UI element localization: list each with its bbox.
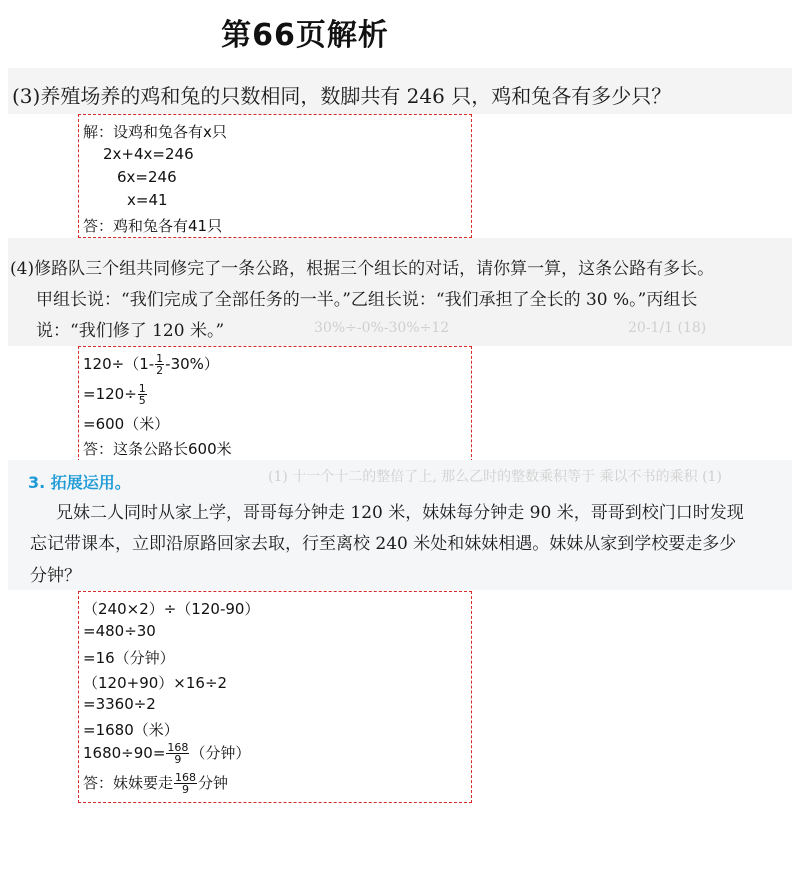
bleed-through-text: (1) 十一个十二的整倍了上, 那么乙时的整数乘积等于 乘以不书的乘积 (1) xyxy=(268,469,722,485)
answer-line: 答：妹妹要走 $\frac{168}{9}$ 分钟 xyxy=(83,771,229,796)
answer-line: 答：鸡和兔各有41只 xyxy=(83,217,223,235)
bleed-through-text: 30%÷-0%-30%÷12 xyxy=(314,320,450,336)
answer-line: =600（米） xyxy=(83,415,170,433)
section-3-text-line2: 忘记带课本，立即沿原路回家去取，行至离校 240 米处和妹妹相遇。妹妹从家到学校要走多少 xyxy=(30,534,737,554)
answer-line: （120+90）×16÷2 xyxy=(83,674,228,692)
fraction: $\frac{1}{2}$ xyxy=(156,352,164,377)
fraction: $\frac{168}{9}$ xyxy=(167,741,189,766)
answer-line: =1680（米） xyxy=(83,721,179,739)
question-4-text-line3: 说：“我们修了 120 米。” xyxy=(36,321,225,341)
section-3-text-line3: 分钟？ xyxy=(30,566,81,586)
question-4-scan xyxy=(8,238,792,346)
section-3-heading: 3. 拓展运用。 xyxy=(28,473,131,492)
bleed-through-text: 20-1/1 (18) xyxy=(628,320,707,336)
answer-line: 1680÷90= $\frac{168}{9}$ （分钟） xyxy=(83,741,251,766)
section-3-scan xyxy=(8,460,792,590)
answer-line: （240×2）÷（120-90） xyxy=(83,600,260,618)
fraction: $\frac{168}{9}$ xyxy=(175,771,197,796)
question-4-text-line2: 甲组长说：“我们完成了全部任务的一半。”乙组长说：“我们承担了全长的 30 %。”丙组长 xyxy=(36,290,698,310)
question-3-scan xyxy=(8,68,792,114)
question-3-text: (3)养殖场养的鸡和兔的只数相同，数脚共有 246 只，鸡和兔各有多少只？ xyxy=(12,84,672,108)
fraction: $\frac{1}{5}$ xyxy=(138,382,146,407)
answer-line: 6x=246 xyxy=(117,168,177,186)
answer-line: x=41 xyxy=(127,191,168,209)
question-3-answer-box xyxy=(78,114,472,238)
question-4-text-line1: (4)修路队三个组共同修完了一条公路，根据三个组长的对话，请你算一算，这条公路有多长。 xyxy=(10,259,715,279)
answer-line: 解：设鸡和兔各有x只 xyxy=(83,123,227,141)
answer-line: 120÷（1- $\frac{1}{2}$ -30%） xyxy=(83,352,219,377)
page-title: 第66页解析 xyxy=(221,18,389,53)
section-3-answer-box xyxy=(78,591,472,803)
answer-line: =16（分钟） xyxy=(83,649,175,667)
section-3-text-line1: 兄妹二人同时从家上学，哥哥每分钟走 120 米，妹妹每分钟走 90 米，哥哥到校门口时发现 xyxy=(56,503,744,523)
answer-line: 答：这条公路长600米 xyxy=(83,440,232,458)
answer-line: 2x+4x=246 xyxy=(103,145,194,163)
question-4-answer-box xyxy=(78,346,472,462)
answer-line: =480÷30 xyxy=(83,622,156,640)
answer-line: =120÷ $\frac{1}{5}$ xyxy=(83,382,146,407)
answer-line: =3360÷2 xyxy=(83,695,156,713)
